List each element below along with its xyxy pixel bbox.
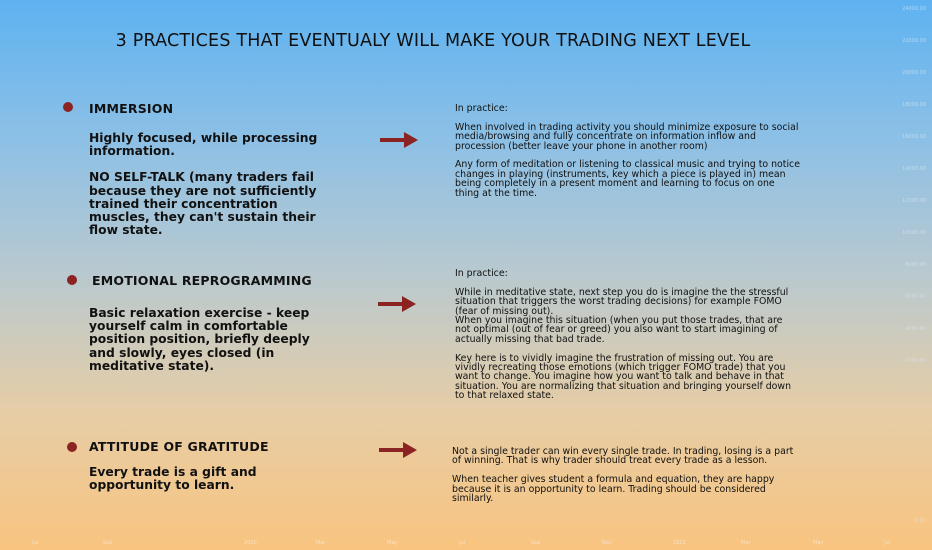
detail-text: When teacher gives student a formula and equation, they are happy because it is an opportunity to learn. Trading should be considered similarly. [452, 474, 775, 505]
arrow-right-icon [380, 132, 418, 148]
arrow-right-icon [378, 296, 416, 312]
detail-text: Not a single trader can win every single trade. In trading, losing is a part of winning. That is why trader should treat every trade as a lesson. [452, 446, 794, 467]
time-tick: Sep [531, 540, 541, 546]
price-tick: 18000.00 [902, 102, 926, 108]
time-tick: Nov [602, 540, 612, 546]
time-tick: Jul [32, 540, 39, 546]
detail-text: When involved in trading activity you should minimize exposure to social media/browsing and fully concentrate on information inflow and procession (better leave your phone in another room) [455, 121, 799, 152]
practice-body-emotional-reprogramming [89, 307, 324, 386]
price-tick: 16000.00 [902, 134, 926, 140]
time-tick: Mar [316, 540, 326, 546]
practice-body-attitude-of-gratitude [89, 466, 334, 505]
practice-body-text: Basic relaxation exercise - keep yourself calm in comfortable position position, briefly deeply and slowly, eyes closed (in meditative state). [89, 306, 310, 373]
price-axis [888, 0, 932, 550]
practice-body-immersion [89, 132, 329, 250]
detail-text: In practice: [455, 103, 508, 114]
practice-body-text: NO SELF-TALK (many traders fail because they are not sufficiently trained their concentration muscles, they can't sustain their flow state. [89, 170, 317, 238]
time-tick: Jul [459, 540, 466, 546]
price-tick: 22000.00 [902, 38, 926, 44]
time-tick: 2021 [673, 540, 686, 546]
price-tick: 12000.00 [902, 198, 926, 204]
price-tick: 24000.00 [902, 6, 926, 12]
price-tick: 14000.00 [902, 166, 926, 172]
practice-body-text: Every trade is a gift and opportunity to learn. [89, 465, 257, 493]
price-tick: 10000.00 [902, 230, 926, 236]
price-tick: 6000.00 [905, 294, 926, 300]
practice-heading-immersion: IMMERSION [89, 101, 174, 116]
practice-heading-attitude-of-gratitude: ATTITUDE OF GRATITUDE [89, 439, 269, 454]
practice-details-emotional-reprogramming [455, 269, 800, 410]
time-tick: May [387, 540, 398, 546]
arrow-right-icon [379, 442, 417, 458]
price-tick: 8000.00 [905, 262, 926, 268]
practice-body-text: Highly focused, while processing information. [89, 131, 318, 159]
bullet-icon [67, 275, 77, 285]
practice-details-attitude-of-gratitude [452, 447, 797, 513]
practice-heading-emotional-reprogramming: EMOTIONAL REPROGRAMMING [92, 273, 312, 288]
price-tick: 2000.00 [905, 358, 926, 364]
detail-text: In practice: [455, 268, 508, 279]
time-tick: Sep [103, 540, 113, 546]
time-tick: Mar [741, 540, 751, 546]
detail-text: Key here is to vividly imagine the frustration of missing out. You are vividly recreating those emotions (which trigger FOMO trade) that you want to change. You imagine how you want to talk and behave in that situation. You are normalizing that situation and bringing yourself down to that relaxed state. [455, 352, 792, 402]
page-title: 3 PRACTICES THAT EVENTUALY WILL MAKE YOUR TRADING NEXT LEVEL [115, 31, 751, 51]
time-tick: May [813, 540, 824, 546]
price-tick: 20000.00 [902, 70, 926, 76]
price-tick: 4000.00 [905, 326, 926, 332]
time-tick: 2020 [244, 540, 257, 546]
bullet-icon [67, 442, 77, 452]
time-tick: Jul [884, 540, 891, 546]
time-axis [0, 536, 932, 550]
practice-details-immersion [455, 104, 800, 207]
bullet-icon [63, 102, 73, 112]
detail-text: While in meditative state, next step you do is imagine the the stressful situation that triggers the worst trading decisions) for example FOMO (fear of missing out). [455, 286, 789, 317]
detail-text: Any form of meditation or listening to classical music and trying to notice changes in playing (instruments, key which a piece is played in) mean being completely in a present moment and learning to focus on one thing at the time. [455, 159, 800, 199]
price-tick: 0.00 [914, 518, 926, 524]
detail-text: When you imagine this situation (when you put those trades, that are not optimal (out of fear or greed) you also want to start imagining of actually missing that bad trade. [455, 315, 783, 345]
